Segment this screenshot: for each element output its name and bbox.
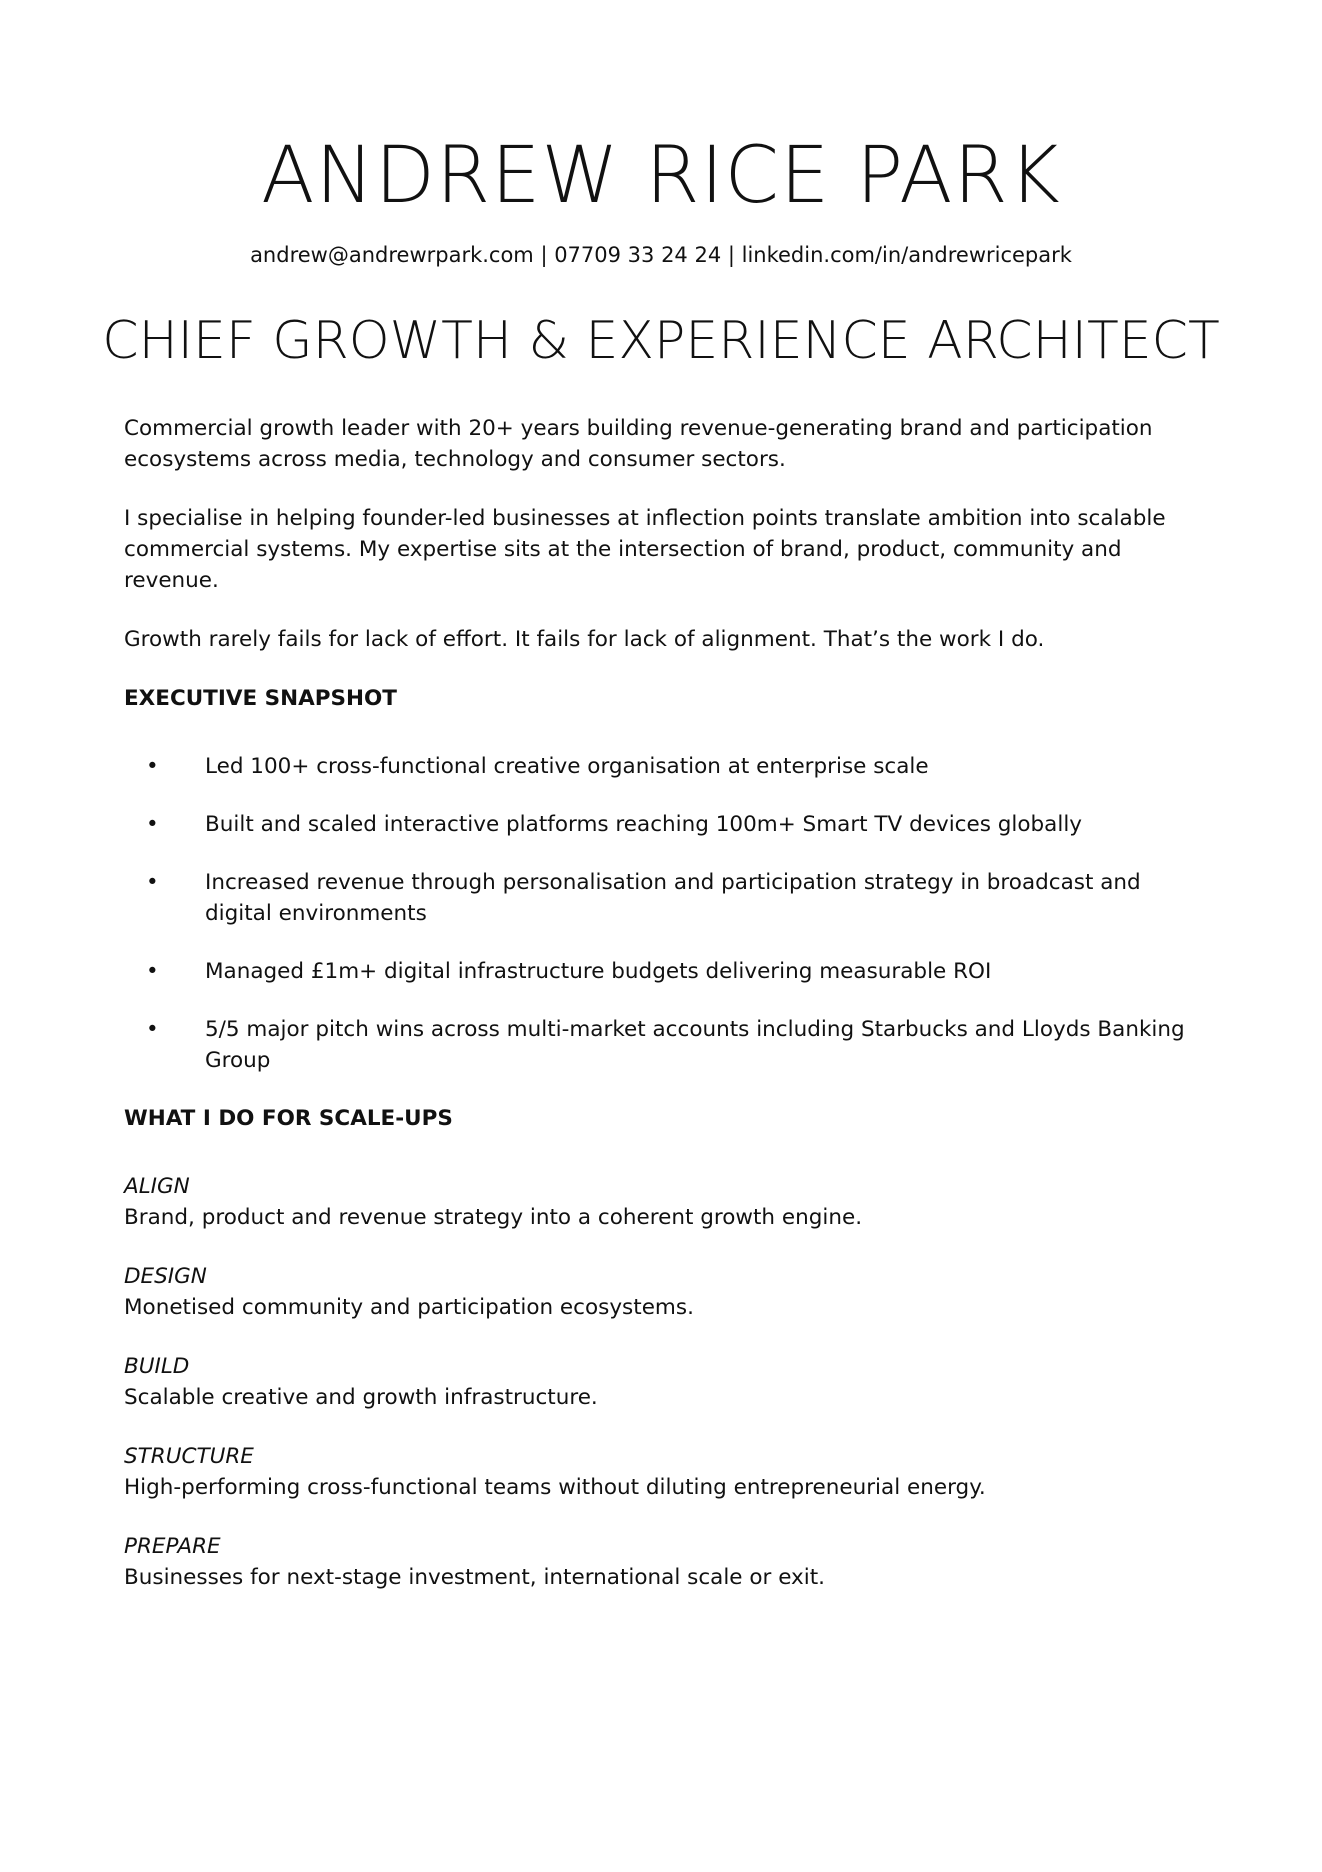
contact-line: andrew@andrewrpark.com | 07709 33 24 24 | linkedin.com/in/andrewricepark xyxy=(250,243,1072,267)
section-heading-executive-snapshot: EXECUTIVE SNAPSHOT xyxy=(124,686,397,711)
list-item-text: Increased revenue through personalisation and participation strategy in broadcast and digital environments xyxy=(205,870,1141,926)
list-item-text: Led 100+ cross-functional creative organisation at enterprise scale xyxy=(205,754,929,779)
scaleup-item-prepare xyxy=(124,1531,1214,1593)
list-item xyxy=(124,809,1214,840)
scaleup-item-title: STRUCTURE xyxy=(124,1444,254,1469)
section-heading-scale-ups: WHAT I DO FOR SCALE-UPS xyxy=(124,1106,453,1131)
scaleup-item-desc: High-performing cross-functional teams without diluting entrepreneurial energy. xyxy=(124,1475,986,1500)
bullet-icon: • xyxy=(146,870,159,895)
list-item xyxy=(124,1014,1214,1076)
bullet-icon: • xyxy=(146,959,159,984)
bullet-icon: • xyxy=(146,812,159,837)
candidate-name: ANDREW RICE PARK xyxy=(261,131,1061,221)
list-item-text: Managed £1m+ digital infrastructure budgets delivering measurable ROI xyxy=(205,959,992,984)
scaleup-item-desc: Scalable creative and growth infrastructure. xyxy=(124,1385,598,1410)
summary-paragraph-1: Commercial growth leader with 20+ years building revenue-generating brand and participation ecosystems across media, technology and consumer sectors. xyxy=(124,416,1153,472)
scaleup-item-title: DESIGN xyxy=(124,1264,207,1289)
bullet-icon: • xyxy=(146,1017,159,1042)
scaleup-item-title: PREPARE xyxy=(124,1534,221,1559)
scaleup-item-build xyxy=(124,1351,1214,1413)
scaleup-item-title: ALIGN xyxy=(124,1174,190,1199)
bullet-icon: • xyxy=(146,754,159,779)
list-item xyxy=(124,751,1214,782)
scaleup-item-design xyxy=(124,1261,1214,1323)
summary-paragraph-2: I specialise in helping founder-led businesses at inflection points translate ambition into scalable commercial systems. My expertise sits at the intersection of brand, product, community and revenue. xyxy=(124,506,1166,593)
scaleup-item-desc: Monetised community and participation ecosystems. xyxy=(124,1295,694,1320)
scaleup-item-structure xyxy=(124,1441,1214,1503)
cv-content xyxy=(124,413,1214,1621)
scaleup-item-align xyxy=(124,1171,1214,1233)
scaleup-item-title: BUILD xyxy=(124,1354,190,1379)
summary-paragraph-3: Growth rarely fails for lack of effort. It fails for lack of alignment. That’s the work I do. xyxy=(124,627,1045,652)
list-item-text: 5/5 major pitch wins across multi-market accounts including Starbucks and Lloyds Banking Group xyxy=(205,1017,1185,1073)
role-title: CHIEF GROWTH & EXPERIENCE ARCHITECT xyxy=(102,311,1220,371)
scaleup-item-desc: Brand, product and revenue strategy into a coherent growth engine. xyxy=(124,1205,863,1230)
list-item-text: Built and scaled interactive platforms reaching 100m+ Smart TV devices globally xyxy=(205,812,1083,837)
scaleup-item-desc: Businesses for next-stage investment, international scale or exit. xyxy=(124,1565,826,1590)
list-item xyxy=(124,867,1214,929)
list-item xyxy=(124,956,1214,987)
snapshot-list xyxy=(124,751,1214,1076)
